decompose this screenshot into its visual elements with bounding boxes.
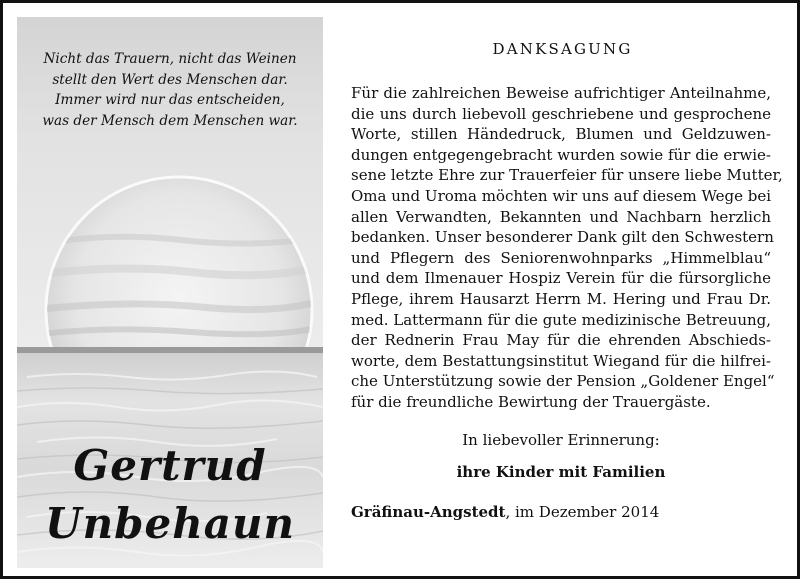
- motto-line: was der Mensch dem Menschen war.: [42, 112, 298, 129]
- thank-you-body: [351, 83, 783, 413]
- body-line: Für die zahlreichen Beweise aufrichtiger Anteilnahme,: [351, 84, 771, 102]
- place-name: Gräfinau-Angstedt: [351, 502, 506, 521]
- body-line: Oma und Uroma möchten wir uns auf diesem Wege bei: [351, 186, 772, 205]
- body-line: dungen entgegengebracht wurden sowie für die erwie-: [351, 145, 771, 164]
- body-line: bedanken. Unser besonderer Dank gilt den Schwestern: [351, 228, 774, 247]
- body-line: Worte, stillen Händedruck, Blumen und Geldzuwen-: [351, 125, 771, 144]
- body-line: und dem Ilmenauer Hospiz Verein für die fürsorgliche: [351, 269, 771, 288]
- deceased-last-name: Unbehaun: [44, 499, 296, 548]
- body-line: sene letzte Ehre zur Trauerfeier für unsere liebe Mutter,: [351, 166, 783, 185]
- body-line: Pflege, ihrem Hausarzt Herrn M. Hering und Frau Dr.: [351, 289, 771, 308]
- body-line: worte, dem Bestattungsinstitut Wiegand für die hilfrei-: [351, 351, 771, 370]
- place-date-line: [351, 501, 771, 523]
- setting-sun-illustration: [41, 174, 317, 374]
- body-line: für die freundliche Bewirtung der Trauergäste.: [351, 392, 711, 411]
- motto-verse: [17, 49, 323, 131]
- body-line: che Unterstützung sowie der Pension „Goldener Engel“: [351, 372, 775, 391]
- signers-line: ihre Kinder mit Familien: [456, 462, 666, 481]
- closing-memory-line: In liebevoller Erinnerung:: [462, 430, 660, 449]
- body-line: med. Lattermann für die gute medizinische Betreuung,: [351, 310, 772, 329]
- body-line: allen Verwandten, Bekannten und Nachbarn herzlich: [351, 207, 771, 226]
- motto-line: Nicht das Trauern, nicht das Weinen: [43, 51, 297, 67]
- body-line: der Rednerin Frau May für die ehrenden Abschieds-: [351, 331, 771, 350]
- thank-you-text-column: [351, 39, 783, 523]
- motto-line: Immer wird nur das entscheiden,: [55, 92, 285, 108]
- memorial-image-panel: [17, 17, 323, 568]
- deceased-first-name: Gertrud: [73, 441, 267, 490]
- date-text: , im Dezember 2014: [505, 502, 660, 521]
- motto-line: stellt den Wert des Menschen dar.: [52, 71, 288, 88]
- body-line: die uns durch liebevoll geschriebene und gesprochene: [351, 104, 771, 123]
- body-line: und Pflegern des Seniorenwohnparks „Himmelblau“: [351, 248, 771, 267]
- page-title: DANKSAGUNG: [492, 40, 633, 58]
